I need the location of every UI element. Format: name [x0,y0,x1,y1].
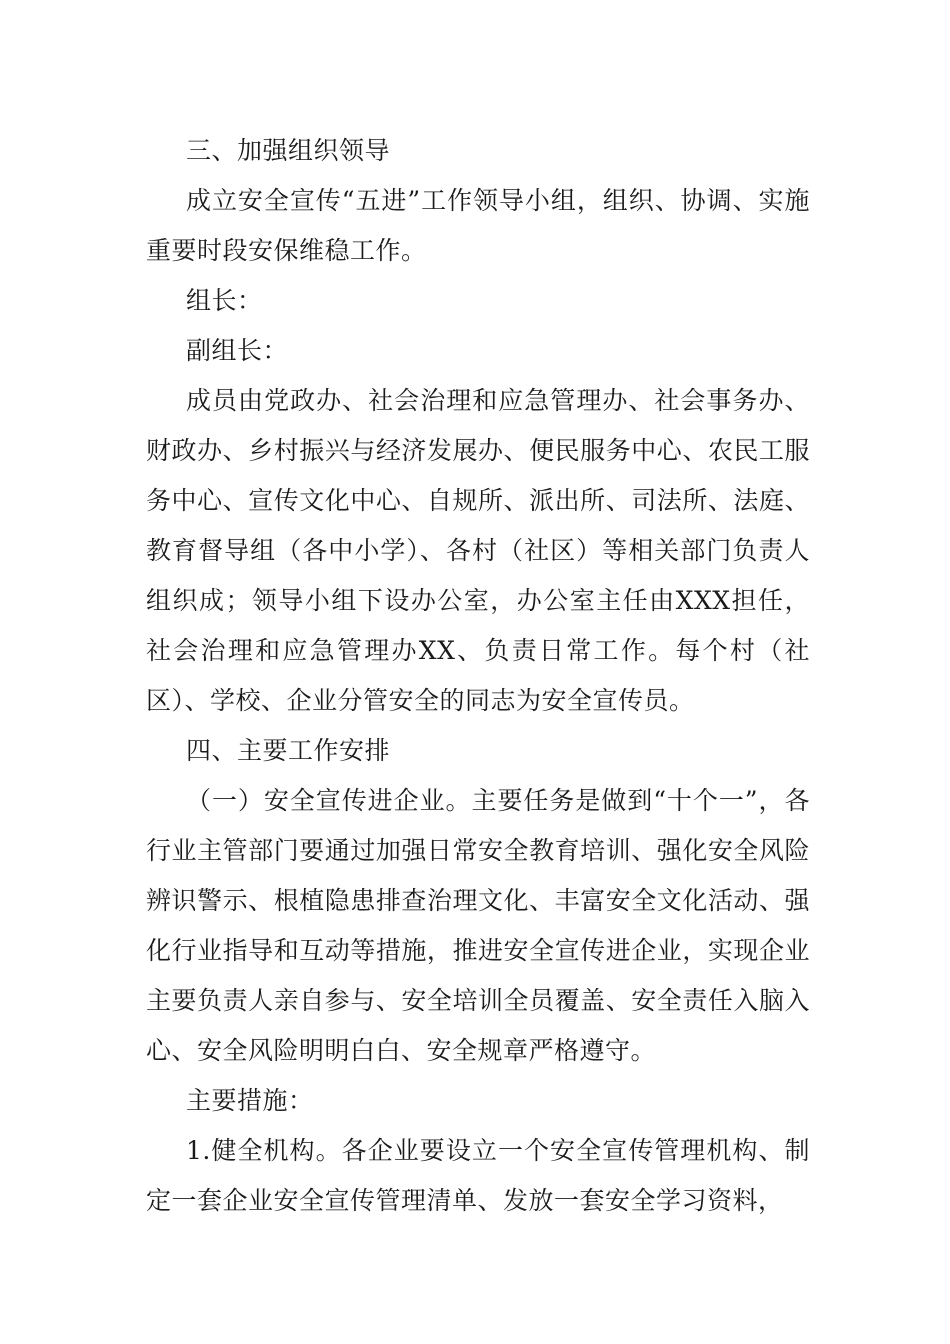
paragraph-deputy-leader: 副组长： [186,336,289,365]
paragraph-leader: 组长： [186,286,263,315]
section-heading-4: 四、主要工作安排 [186,736,391,765]
paragraph-enterprise: （一）安全宣传进企业。主要任务是做到“十个一”，各行业主管部门要通过加强日常安全教育培训、强化安全风险辨识警示、根植隐患排查治理文化、丰富安全文化活动、强化行业指导和互动等措施，推进安全宣传进企业，实现企业主要负责人亲自参与、安全培训全员覆盖、安全责任入脑入心、安全风险明明白白、安全规章严格遵守。 [146,786,810,1065]
paragraph-leadership-group: 成立安全宣传“五进”工作领导小组，组织、协调、实施重要时段安保维稳工作。 [146,186,810,265]
paragraph-measures: 主要措施： [186,1086,314,1115]
document-body [146,126,810,1226]
paragraph-members: 成员由党政办、社会治理和应急管理办、社会事务办、财政办、乡村振兴与经济发展办、便民服务中心、农民工服务中心、宣传文化中心、自规所、派出所、司法所、法庭、教育督导组（各中小学）、各村（社区）等相关部门负责人组织成；领导小组下设办公室，办公室主任由XXX担任，社会治理和应急管理办XX、负责日常工作。每个村（社区）、学校、企业分管安全的同志为安全宣传员。 [146,386,810,715]
section-heading-3: 三、加强组织领导 [186,136,391,165]
paragraph-measure-1: 1.健全机构。各企业要设立一个安全宣传管理机构、制定一套企业安全宣传管理清单、发放一套安全学习资料， [146,1136,810,1215]
